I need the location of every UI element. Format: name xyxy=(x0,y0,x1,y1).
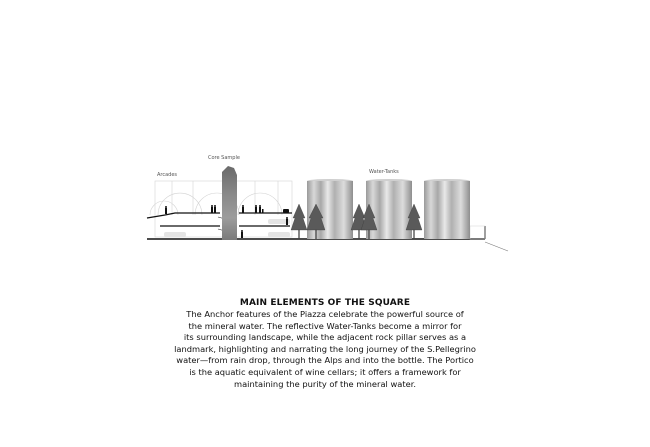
caption-line: maintaining the purity of the mineral water. xyxy=(234,378,416,389)
water-tanks xyxy=(307,179,470,239)
caption-line: the mineral water. The reflective Water-Tanks become a mirror for xyxy=(188,320,462,331)
water-tank-3 xyxy=(424,179,470,239)
caption-body xyxy=(150,309,500,390)
caption-line: its surrounding landscape, while the adjacent rock pillar serves as a xyxy=(183,332,467,343)
core-sample-pillar xyxy=(222,166,237,240)
caption-line: water—from rain drop, through the Alps and into the bottle. The Portico xyxy=(176,355,474,366)
caption xyxy=(150,298,500,390)
caption-title: MAIN ELEMENTS OF THE SQUARE xyxy=(239,298,411,308)
core-sample-label: Core Sample xyxy=(208,155,240,161)
arcades-label: Arcades xyxy=(157,172,178,178)
edge-box xyxy=(470,226,485,239)
caption-line: is the aquatic equivalent of wine cellars; it offers a framework for xyxy=(189,366,461,377)
caption-line: landmark, highlighting and narrating the long journey of the S.Pellegrino xyxy=(174,343,476,354)
water-tanks-label: Water-Tanks xyxy=(369,169,399,175)
site-edge-line xyxy=(485,242,508,251)
caption-line: The Anchor features of the Piazza celebrate the powerful source of xyxy=(186,309,464,319)
arcades xyxy=(150,181,292,237)
